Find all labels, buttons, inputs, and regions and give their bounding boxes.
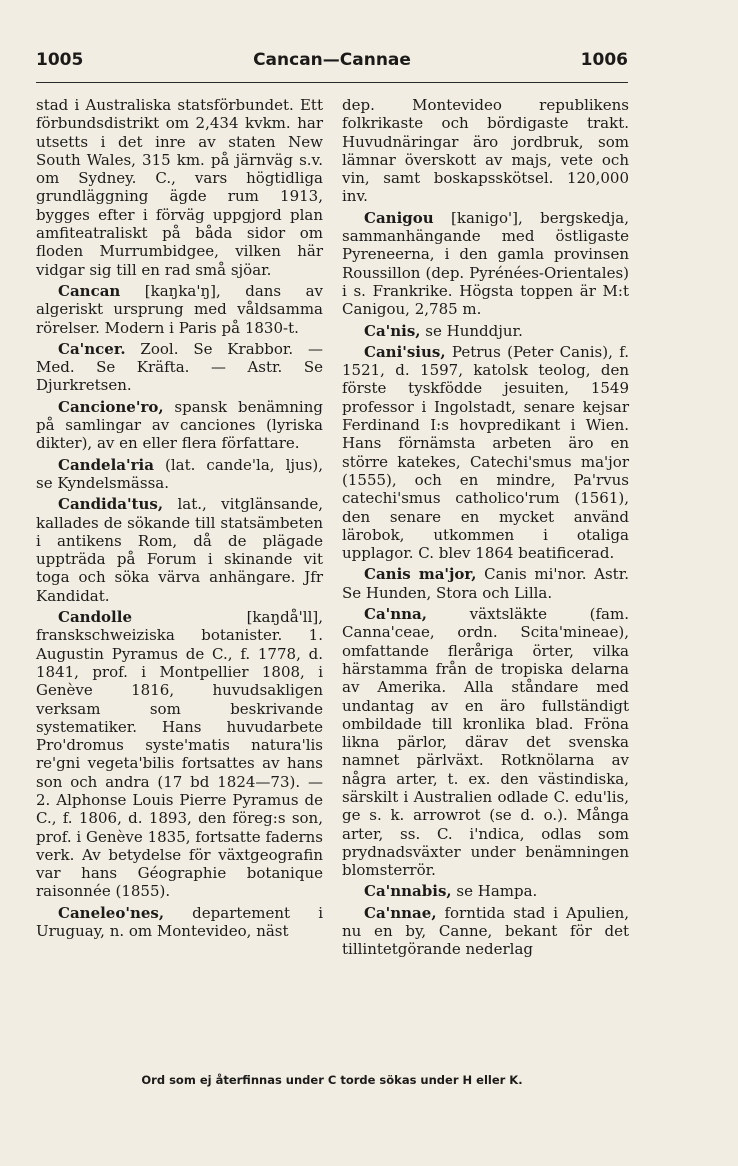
entry-canigou: Canigou [kanigo'], bergskedja, sammanhängande med östligaste Pyreneerna, i den gamla provinsen Roussillon (dep. Pyrénées-Orientales) i s. Frankrike. Högsta toppen är M:t Canigou, 2,785 m. — [342, 208, 629, 319]
left-column — [36, 96, 323, 943]
entry-cannae: Ca'nnae, forntida stad i Apulien, nu en by, Canne, bekant för det tillintetgörande nederlag — [342, 903, 629, 959]
page-header — [36, 50, 628, 76]
left-page-number: 1005 — [36, 50, 84, 70]
entry-candidatus: Candida'tus, lat., vitglänsande, kallades de sökande till statsämbeten i antikens Rom, då de plägade uppträda på Forum i skinande vit toga och söka värva anhängare. Jfr Kandidat. — [36, 495, 323, 605]
right-page-number: 1006 — [580, 50, 628, 70]
entry-continuation: stad i Australiska statsförbundet. Ett förbundsdistrikt om 2,434 kvkm. har utsetts i det inre av staten New South Wales, 315 km. på järnväg s.v. om Sydney. C., vars högtidliga grundläggning ägde rum 1913, bygges efter i förväg uppgjord plan amfiteatraliskt på båda sidor om floden Murrumbidgee, vilken här vidgar sig till en rad små sjöar. — [36, 96, 323, 279]
footer-note: Ord som ej återfinnas under C torde sökas under H eller K. — [141, 1073, 523, 1087]
entry-canis-major: Canis ma'jor, Canis mi'nor. Astr. Se Hunden, Stora och Lilla. — [342, 565, 629, 602]
entry-cancan: Cancan [kaŋka'ŋ], dans av algeriskt ursprung med våldsamma rörelser. Modern i Paris på 1830-t. — [36, 281, 323, 337]
entry-continuation-right: dep. Montevideo republikens folkrikaste och bördigaste trakt. Huvudnäringar äro jordbruk, som lämnar överskott av majs, vete och vin, samt boskapsskötsel. 120,000 inv. — [342, 96, 629, 206]
header-rule — [36, 82, 628, 83]
running-title: Cancan—Cannae — [253, 50, 411, 70]
entry-canna: Ca'nna, växtsläkte (fam. Canna'ceae, ordn. Scita'mineae), omfattande fleråriga örter, vilka härstamma från de tropiska delarna av Amerika. Alla ståndare med undantag av en äro fullständigt ombildade till kronlika blad. Fröna likna pärlor, därav det svenska namnet pärlväxt. Rotknölarna av några arter, t. ex. den västindiska, särskilt i Australien odlade C. edu'lis, ge s. k. arrowrot (se d. o.). Många arter, ss. C. i'ndica, odlas som prydnadsväxter under benämningen blomsterrör. — [342, 605, 629, 880]
entry-canisius: Cani'sius, Petrus (Peter Canis), f. 1521, d. 1597, katolsk teolog, den förste tyskfödde jesuiten, 1549 professor i Ingolstadt, senare kejsar Ferdinand I:s hovpredikant i Wien. Hans förnämsta arbeten äro en större katekes, Catechi'smus ma'jor (1555), och en mindre, Pa'rvus catechi'smus catholico'rum (1561), den senare en mycket använd lärobok, utkommen i otaliga upplagor. C. blev 1864 beatificerad. — [342, 342, 629, 563]
entry-cannabis: Ca'nnabis, se Hampa. — [364, 882, 538, 901]
entry-caneleones: Caneleo'nes, departement i Uruguay, n. om Montevideo, näst — [36, 903, 323, 941]
entry-candolle: Candolle [kaŋdå'll], franskschweiziska botanister. 1. Augustin Pyramus de C., f. 1778, d. 1841, prof. i Montpellier 1808, i Genève 1816, huvudsakligen verksam som beskrivande systematiker. Hans huvudarbete Pro'dromus syste'matis natura'lis re'gni vegeta'bilis fortsattes av hans son och andra (17 bd 1824—73). — 2. Alphonse Louis Pierre Pyramus de C., f. 1806, d. 1893, den föreg:s son, prof. i Genève 1835, fortsatte faderns verk. Av betydelse för växtgeografin var hans Géographie botanique raisonnée (1855). — [36, 608, 323, 901]
entry-cancer: Ca'ncer. Zool. Se Krabbor. — Med. Se Kräfta. — Astr. Se Djurkretsen. — [36, 339, 323, 395]
entry-candelaria: Candela'ria (lat. cande'la, ljus), se Kyndelsmässa. — [36, 455, 323, 492]
entry-canis: Ca'nis, se Hunddjur. — [364, 321, 523, 340]
right-column — [342, 96, 629, 962]
entry-cancionero: Cancione'ro, spansk benämning på samlingar av canciones (lyriska dikter), av en eller flera författare. — [36, 397, 323, 453]
